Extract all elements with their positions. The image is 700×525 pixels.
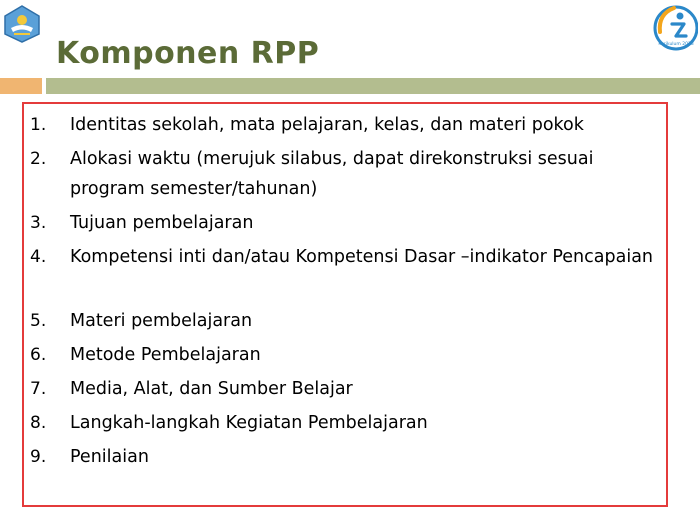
item-number: 6. xyxy=(30,345,47,365)
header-bar-accent xyxy=(0,78,42,94)
tut-wuri-handayani-logo-icon xyxy=(2,4,42,44)
item-text: Alokasi waktu (merujuk silabus, dapat direkonstruksi sesuai program semester/tahunan) xyxy=(70,149,594,199)
item-number: 7. xyxy=(30,379,47,399)
kurikulum-2013-logo-icon xyxy=(650,2,698,52)
item-number: 5. xyxy=(30,311,47,331)
item-text: Kompetensi inti dan/atau Kompetensi Dasar –indikator Pencapaian xyxy=(70,247,654,267)
item-text: Metode Pembelajaran xyxy=(70,345,261,365)
item-text: Tujuan pembelajaran xyxy=(70,213,254,233)
item-text: Materi pembelajaran xyxy=(70,311,253,331)
header-bar xyxy=(46,78,700,94)
item-text: Penilaian xyxy=(70,447,149,467)
item-text: Media, Alat, dan Sumber Belajar xyxy=(70,379,353,399)
kurikulum-logo-text: Kurikulum 2013 xyxy=(658,42,694,47)
item-number: 9. xyxy=(30,447,47,467)
item-number: 8. xyxy=(30,413,47,433)
item-text: Langkah-langkah Kegiatan Pembelajaran xyxy=(70,413,428,433)
item-number: 1. xyxy=(30,115,47,135)
item-number: 4. xyxy=(30,247,47,267)
item-number: 3. xyxy=(30,213,47,233)
slide-title: Komponen RPP xyxy=(56,36,320,71)
item-text: Identitas sekolah, mata pelajaran, kelas, dan materi pokok xyxy=(70,115,584,135)
content-box xyxy=(22,102,668,507)
item-number: 2. xyxy=(30,149,47,169)
